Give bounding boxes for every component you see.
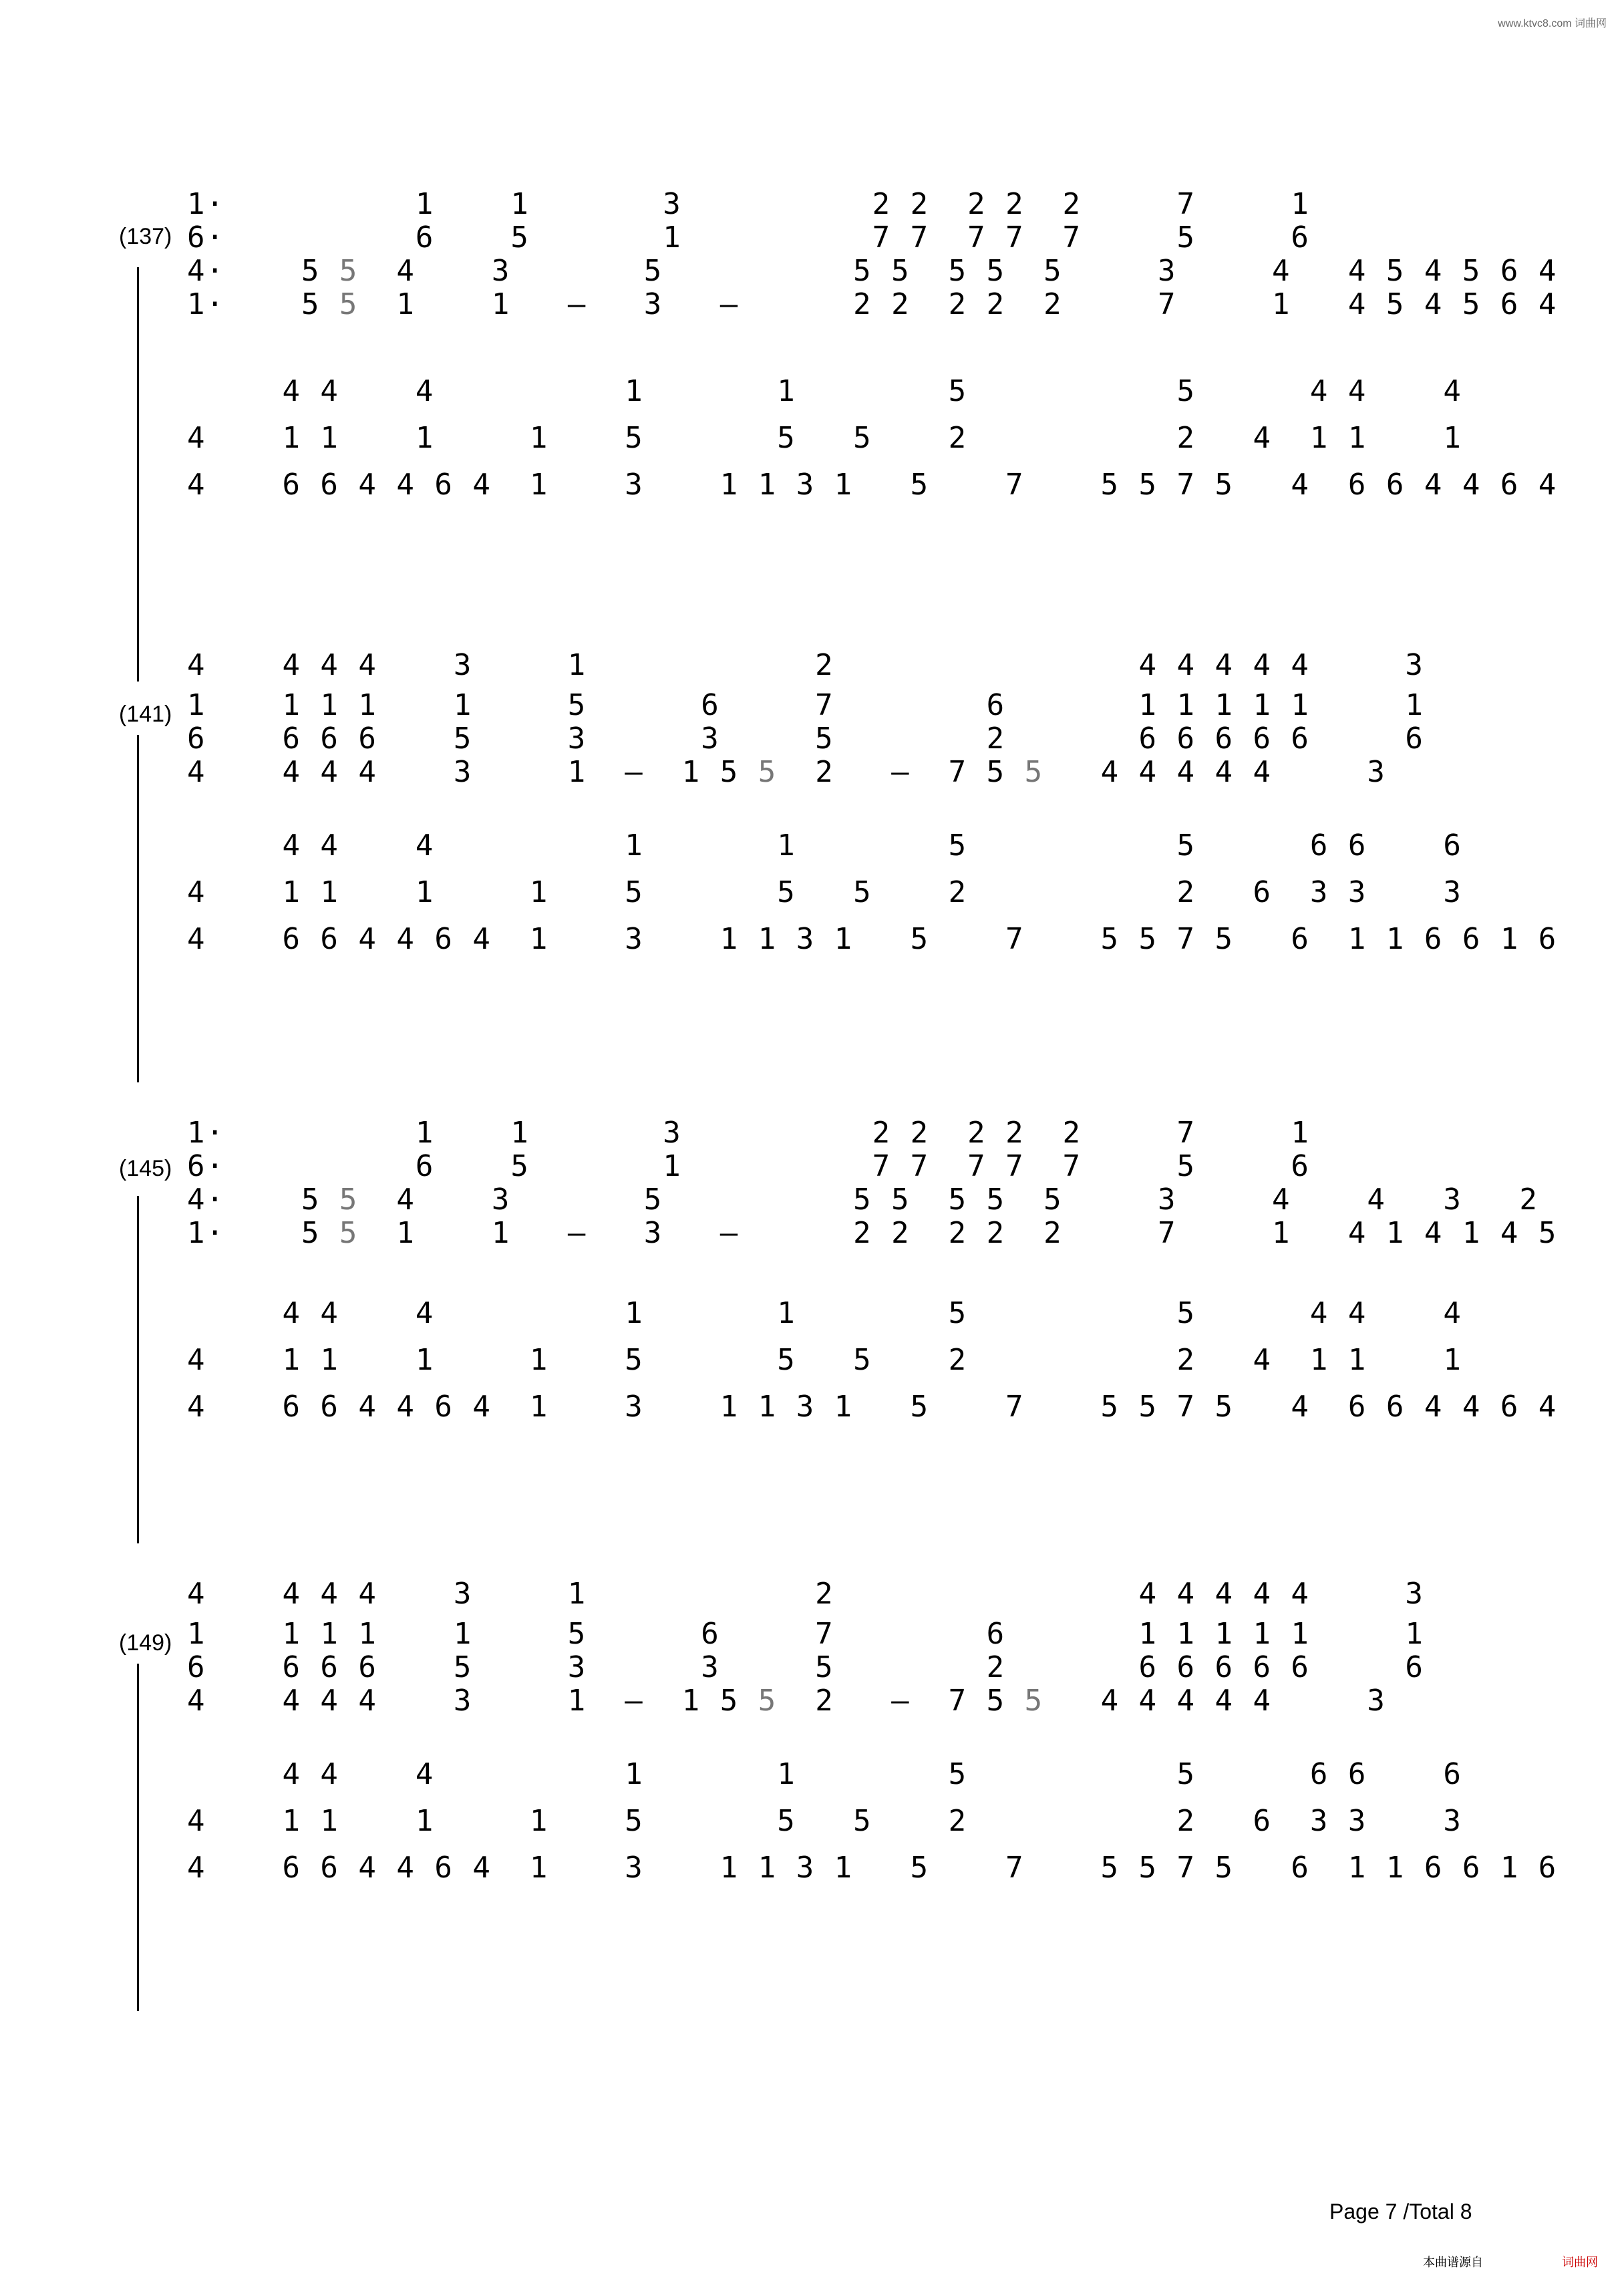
treble-line: 1· 1 1 3 2 2 2 2 2 7 1 xyxy=(187,1116,1310,1150)
treble-line: 4 4 4 4 3 1 2 4 4 4 4 4 3 xyxy=(187,648,1424,682)
treble-line: 4 4 4 4 3 1 – 1 5 5 2 – 7 5 5 4 4 4 4 4 3 xyxy=(187,1684,1386,1718)
bass-line: 4 6 6 4 4 6 4 1 3 1 1 3 1 5 7 5 5 7 5 4 6 6 4 4 6 4 xyxy=(187,1390,1558,1424)
treble-line: 4· 5 5 4 3 5 5 5 5 5 5 3 4 4 5 4 5 6 4 xyxy=(187,254,1558,288)
bass-line: 4 6 6 4 4 6 4 1 3 1 1 3 1 5 7 5 5 7 5 6 1 1 6 6 1 6 xyxy=(187,1851,1558,1885)
grand-staff-brace xyxy=(137,735,163,1082)
page-number: Page 7 /Total 8 xyxy=(1329,2199,1472,2224)
bass-line: 4 4 4 1 1 5 5 4 4 4 xyxy=(187,1296,1462,1330)
treble-line: 6 6 6 6 5 3 3 5 2 6 6 6 6 6 6 xyxy=(187,1650,1424,1684)
bass-line: 4 4 4 1 1 5 5 4 4 4 xyxy=(187,374,1462,408)
brand-label: 词曲网 xyxy=(1562,2256,1598,2269)
bass-line: 4 6 6 4 4 6 4 1 3 1 1 3 1 5 7 5 5 7 5 4 6 6 4 4 6 4 xyxy=(187,468,1558,502)
bass-line: 4 1 1 1 1 5 5 5 2 2 6 3 3 3 xyxy=(187,1804,1462,1838)
site-header: www.ktvc8.com 词曲网 xyxy=(1498,18,1607,29)
treble-line: 1 1 1 1 1 5 6 7 6 1 1 1 1 1 1 xyxy=(187,1617,1424,1651)
treble-line: 1 1 1 1 1 5 6 7 6 1 1 1 1 1 1 xyxy=(187,688,1424,722)
bass-line: 4 4 4 1 1 5 5 6 6 6 xyxy=(187,1757,1462,1791)
treble-line: 4· 5 5 4 3 5 5 5 5 5 5 3 4 4 3 2 xyxy=(187,1183,1538,1217)
bass-line: 4 4 4 1 1 5 5 6 6 6 xyxy=(187,828,1462,863)
treble-line: 6 6 6 6 5 3 3 5 2 6 6 6 6 6 6 xyxy=(187,722,1424,756)
treble-line: 1· 5 5 1 1 – 3 – 2 2 2 2 2 7 1 4 5 4 5 6 4 xyxy=(187,287,1558,321)
system-label: (141) xyxy=(119,702,172,727)
grand-staff-brace xyxy=(137,1664,163,2011)
system-label: (145) xyxy=(119,1156,172,1181)
treble-line: 1· 5 5 1 1 – 3 – 2 2 2 2 2 7 1 4 1 4 1 4 5 xyxy=(187,1216,1558,1250)
treble-line: 1· 1 1 3 2 2 2 2 2 7 1 xyxy=(187,187,1310,221)
system-label: (137) xyxy=(119,224,172,249)
treble-line: 4 4 4 4 3 1 2 4 4 4 4 4 3 xyxy=(187,1577,1424,1611)
treble-line: 4 4 4 4 3 1 – 1 5 5 2 – 7 5 5 4 4 4 4 4 3 xyxy=(187,755,1386,789)
treble-line: 6· 6 5 1 7 7 7 7 7 5 6 xyxy=(187,1149,1310,1183)
system-label: (149) xyxy=(119,1630,172,1656)
bass-line: 4 1 1 1 1 5 5 5 2 2 4 1 1 1 xyxy=(187,1343,1462,1377)
bass-line: 4 1 1 1 1 5 5 5 2 2 4 1 1 1 xyxy=(187,421,1462,455)
bass-line: 4 1 1 1 1 5 5 5 2 2 6 3 3 3 xyxy=(187,875,1462,909)
source-label: 本曲谱源自 xyxy=(1423,2256,1483,2269)
bass-line: 4 6 6 4 4 6 4 1 3 1 1 3 1 5 7 5 5 7 5 6 1 1 6 6 1 6 xyxy=(187,922,1558,956)
grand-staff-brace xyxy=(137,1196,163,1543)
treble-line: 6· 6 5 1 7 7 7 7 7 5 6 xyxy=(187,220,1310,255)
grand-staff-brace xyxy=(137,267,163,681)
